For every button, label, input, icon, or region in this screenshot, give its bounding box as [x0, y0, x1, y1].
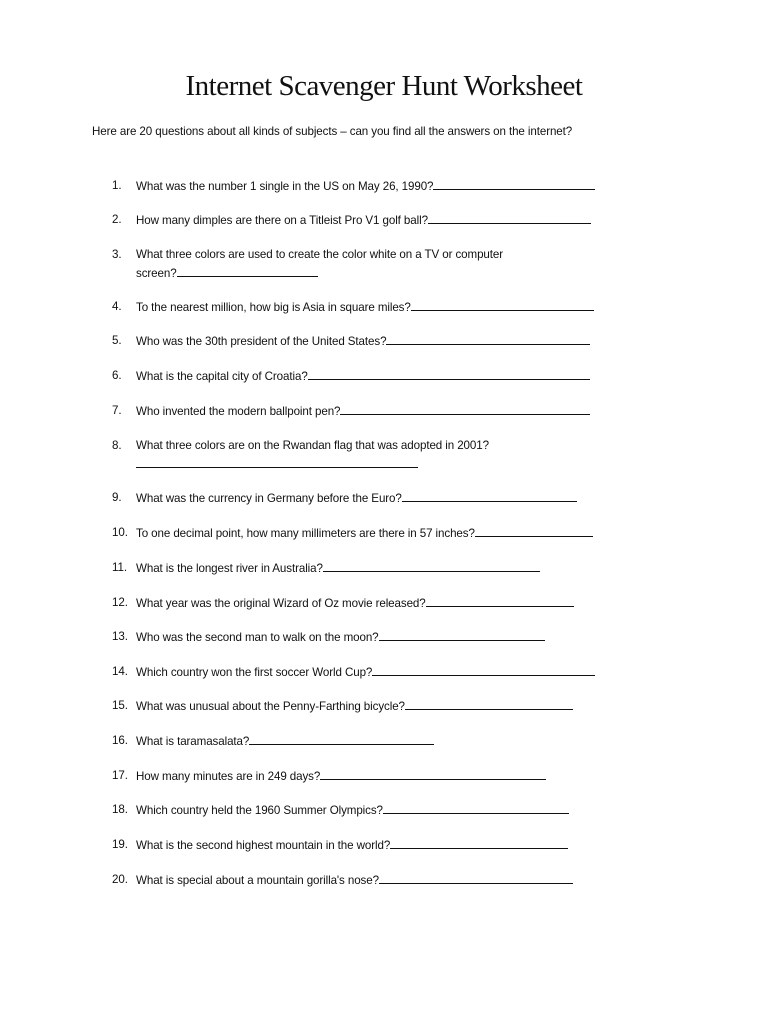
question-number: 11.: [112, 561, 127, 574]
question-number: 10.: [112, 526, 128, 539]
question-number: 14.: [112, 665, 128, 678]
question-number: 15.: [112, 699, 128, 712]
question-text-wrap: [136, 246, 503, 283]
answer-blank[interactable]: [372, 663, 595, 676]
question-line2: [136, 264, 503, 283]
question-text-wrap: [136, 663, 595, 682]
question-number: 2.: [112, 213, 122, 226]
question-text: What three colors are used to create the color white on a TV or computer: [136, 248, 503, 261]
question-text-wrap: [136, 332, 590, 351]
question-number: 6.: [112, 369, 122, 382]
answer-blank[interactable]: [475, 524, 593, 537]
question-text: What three colors are on the Rwandan flag that was adopted in 2001?: [136, 439, 489, 452]
answer-blank[interactable]: [323, 559, 540, 572]
worksheet-title: Internet Scavenger Hunt Worksheet: [185, 70, 583, 102]
answer-blank[interactable]: [428, 211, 591, 224]
question-text: What was the number 1 single in the US on May 26, 1990?: [136, 180, 434, 193]
question-text: What is the second highest mountain in the world?: [136, 839, 391, 852]
answer-blank[interactable]: [340, 402, 590, 415]
question-text-wrap: [136, 628, 545, 647]
question-text-wrap: [136, 871, 573, 890]
question-number: 18.: [112, 803, 128, 816]
question-text: Which country won the first soccer World Cup?: [136, 666, 373, 679]
question-text: What year was the original Wizard of Oz movie released?: [136, 597, 426, 610]
question-line2: [136, 455, 489, 474]
answer-blank[interactable]: [405, 697, 573, 710]
question-text-wrap: [136, 402, 590, 421]
question-text-wrap: [136, 836, 568, 855]
question-text: Who was the second man to walk on the moon?: [136, 631, 379, 644]
answer-blank[interactable]: [426, 594, 574, 607]
question-text: Who invented the modern ballpoint pen?: [136, 405, 341, 418]
question-number: 12.: [112, 596, 128, 609]
question-number: 8.: [112, 439, 122, 452]
question-text-wrap: [136, 367, 590, 386]
question-text: Which country held the 1960 Summer Olympics?: [136, 804, 383, 817]
question-text-wrap: [136, 594, 574, 613]
question-number: 20.: [112, 873, 128, 886]
question-text: How many minutes are in 249 days?: [136, 770, 321, 783]
question-text-wrap: [136, 767, 546, 786]
question-text-wrap: [136, 524, 593, 543]
question-text: Who was the 30th president of the United States?: [136, 335, 387, 348]
question-text-wrap: [136, 697, 573, 716]
question-text: What is taramasalata?: [136, 735, 250, 748]
question-number: 19.: [112, 838, 128, 851]
intro-text: Here are 20 questions about all kinds of subjects – can you find all the answers on the internet?: [92, 125, 573, 138]
question-text: What is the capital city of Croatia?: [136, 370, 308, 383]
question-text-wrap: [136, 801, 569, 820]
question-text-wrap: [136, 489, 577, 508]
question-text-wrap: [136, 437, 489, 474]
question-number: 17.: [112, 769, 128, 782]
question-text-wrap: [136, 559, 540, 578]
question-number: 4.: [112, 300, 122, 313]
question-text: To one decimal point, how many millimeters are there in 57 inches?: [136, 527, 475, 540]
answer-blank[interactable]: [249, 732, 434, 745]
answer-blank[interactable]: [379, 871, 573, 884]
question-text: What was the currency in Germany before the Euro?: [136, 492, 402, 505]
question-text: How many dimples are there on a Titleist Pro V1 golf ball?: [136, 214, 428, 227]
answer-blank[interactable]: [411, 298, 594, 311]
answer-blank[interactable]: [320, 767, 546, 780]
question-number: 13.: [112, 630, 128, 643]
question-text-continued: screen?: [136, 267, 177, 280]
answer-blank[interactable]: [390, 836, 568, 849]
question-number: 3.: [112, 248, 122, 261]
question-text-wrap: [136, 211, 591, 230]
answer-blank[interactable]: [386, 332, 590, 345]
question-number: 1.: [112, 179, 122, 192]
question-number: 9.: [112, 491, 122, 504]
question-number: 16.: [112, 734, 128, 747]
answer-blank[interactable]: [383, 801, 569, 814]
answer-blank[interactable]: [379, 628, 545, 641]
answer-blank[interactable]: [177, 264, 318, 277]
question-text: To the nearest million, how big is Asia in square miles?: [136, 301, 411, 314]
question-text-wrap: [136, 298, 594, 317]
answer-blank[interactable]: [136, 455, 418, 468]
question-text: What is special about a mountain gorilla's nose?: [136, 874, 379, 887]
answer-blank[interactable]: [402, 489, 577, 502]
question-number: 5.: [112, 334, 122, 347]
question-text: What was unusual about the Penny-Farthing bicycle?: [136, 700, 405, 713]
question-text: What is the longest river in Australia?: [136, 562, 323, 575]
question-text-wrap: [136, 732, 434, 751]
question-text-wrap: [136, 177, 595, 196]
answer-blank[interactable]: [308, 367, 590, 380]
answer-blank[interactable]: [433, 177, 595, 190]
question-number: 7.: [112, 404, 122, 417]
